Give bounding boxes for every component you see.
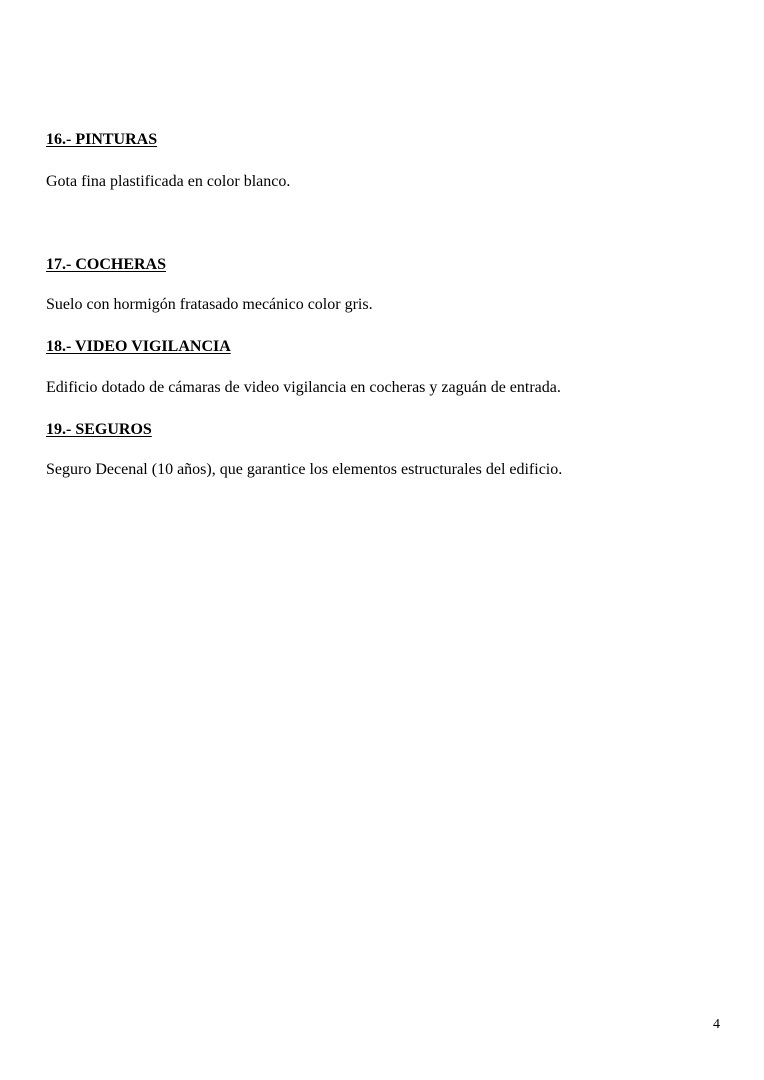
- section-heading-video-vigilancia: 18.- VIDEO VIGILANCIA: [46, 338, 231, 355]
- section-text-video-vigilancia: Edificio dotado de cámaras de video vigilancia en cocheras y zaguán de entrada.: [46, 379, 561, 396]
- section-heading-cocheras: 17.- COCHERAS: [46, 256, 167, 273]
- section-heading-seguros: 19.- SEGUROS: [46, 421, 152, 438]
- page-number: 4: [713, 1017, 720, 1032]
- section-text-pinturas: Gota fina plastificada en color blanco.: [46, 173, 291, 190]
- section-text-cocheras: Suelo con hormigón fratasado mecánico color gris.: [46, 296, 373, 313]
- section-text-seguros: Seguro Decenal (10 años), que garantice los elementos estructurales del edificio.: [46, 461, 563, 478]
- section-heading-pinturas: 16.- PINTURAS: [46, 131, 158, 148]
